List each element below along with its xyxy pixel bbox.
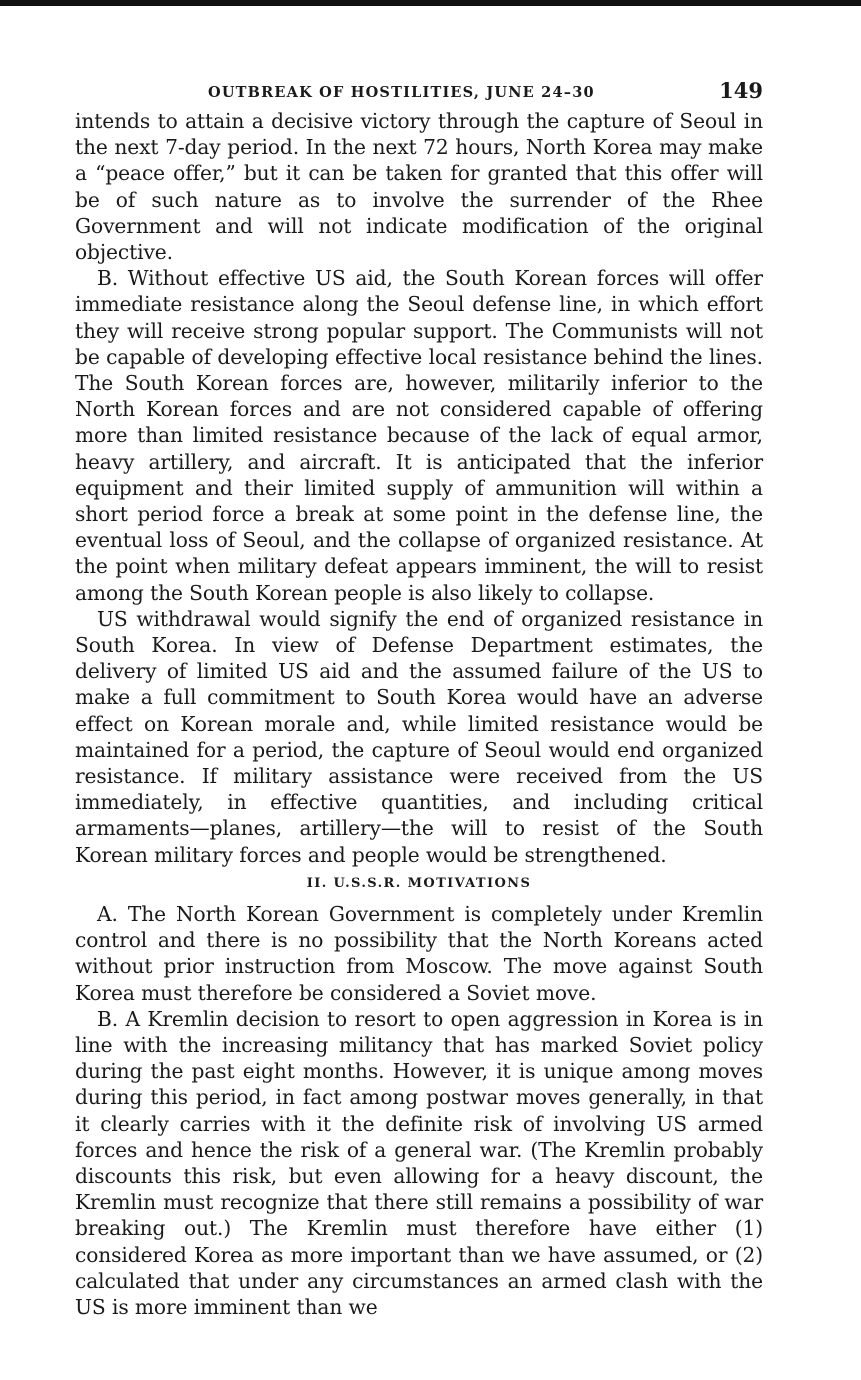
- paragraph-ii-b: B. A Kremlin decision to resort to open aggression in Korea is in line with the increasing militancy that has marked Soviet policy during the past eight months. However, it is unique among moves during this period, in fact among postwar moves generally, in that it clearly carries with it the definite risk of involving US armed forces and hence the risk of a general war. (The Kremlin probably discounts this risk, but even allowing for a heavy discount, the Kremlin must recognize that there still remains a possibility of war breaking out.) The Kremlin must therefore have either (1) considered Korea as more important than we have assumed, or (2) calculated that under any circumstances an armed clash with the US is more imminent than we: [75, 1006, 763, 1319]
- running-title: OUTBREAK OF HOSTILITIES, JUNE 24–30: [208, 84, 595, 101]
- paragraph-b-without-us-aid: B. Without effective US aid, the South Korean forces will offer immediate resistance along the Seoul defense line, in which effort they will receive strong popular support. The Communists will not be capable of developing effective local resistance behind the lines. The South Korean forces are, however, militarily inferior to the North Korean forces and are not considered capable of offering more than limited resistance because of the lack of equal armor, heavy artillery, and aircraft. It is anticipated that the inferior equipment and their limited supply of ammunition will within a short period force a break at some point in the defense line, the eventual loss of Seoul, and the collapse of organized resistance. At the point when military defeat appears imminent, the will to resist among the South Korean people is also likely to collapse.: [75, 266, 763, 605]
- section-heading-ussr-motivations: II. U.S.S.R. MOTIVATIONS: [306, 875, 532, 891]
- paragraph-ii-a: A. The North Korean Government is completely under Kremlin control and there is no possibility that the North Koreans acted without prior instruction from Moscow. The move against South Korea must therefore be considered a Soviet move.: [75, 901, 763, 1005]
- top-border-rule: [0, 0, 861, 6]
- paragraph-us-withdrawal: US withdrawal would signify the end of organized resistance in South Korea. In view of Defense Department estimates, the delivery of limited US aid and the assumed failure of the US to make a full commitment to South Korea would have an adverse effect on Korean morale and, while limited resistance would be maintained for a period, the capture of Seoul would end organized resistance. If military assistance were received from the US immediately, in effective quantities, and including critical armaments—planes, artillery—the will to resist of the South Korean military forces and people would be strengthened.: [75, 606, 763, 867]
- page-number: 149: [719, 78, 763, 103]
- running-head: [75, 78, 763, 108]
- document-page: [75, 78, 763, 1320]
- paragraph-continued: intends to attain a decisive victory through the capture of Seoul in the next 7-day period. In the next 72 hours, North Korea may make a “peace offer,” but it can be taken for granted that this offer will be of such nature as to involve the surrender of the Rhee Government and will not indicate modification of the original objective.: [75, 109, 763, 265]
